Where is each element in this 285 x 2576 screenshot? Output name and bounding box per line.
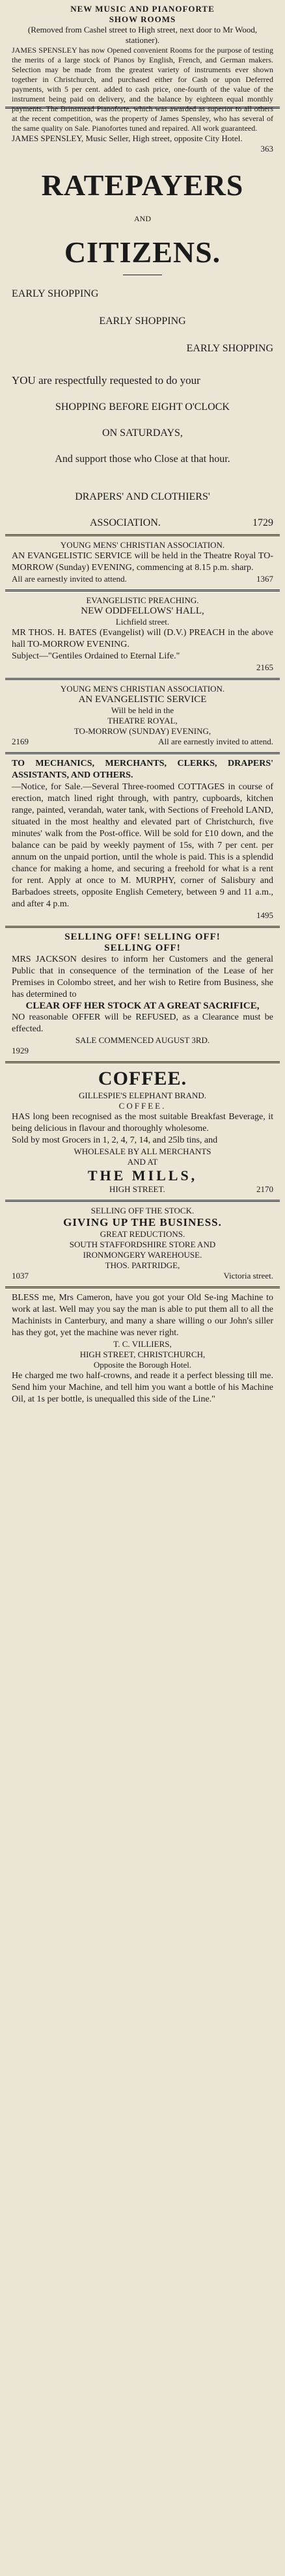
owner-name: THOS. PARTRIDGE, <box>105 1260 180 1270</box>
early-shopping-1: EARLY SHOPPING <box>12 288 99 299</box>
mills-street: HIGH STREET. <box>109 1184 165 1194</box>
evening-line: TO-MORROW (SUNDAY) EVENING, <box>74 726 211 736</box>
preaching-body: MR THOS. H. BATES (Evangelist) will (D.V.) PREACH in the above hall TO-MORROW EVENING. <box>12 628 273 649</box>
coffee-body: HAS long been recognised as the most suitable Breakfast Beverage, it being delicious in flavour and thoroughly wholesome. <box>12 1112 273 1133</box>
music-subtitle: SHOW ROOMS <box>109 14 176 24</box>
stafford-heading: SELLING OFF THE STOCK. <box>90 1206 195 1215</box>
ratepayers-heading: RATEPAYERS <box>41 169 244 202</box>
preaching-title: EVANGELISTIC PREACHING. <box>86 595 199 605</box>
villiers-address: HIGH STREET, CHRISTCHURCH, <box>79 1349 206 1359</box>
service-line: AN EVANGELISTIC SERVICE <box>78 694 207 705</box>
villiers-opposite: Opposite the Borough Hotel. <box>93 1360 192 1370</box>
advert-number: 2170 <box>256 1184 273 1194</box>
coffee-sold: Sold by most Grocers in 1, 2, 4, 7, 14, and 25lb tins, and <box>12 1135 218 1145</box>
citizens-heading: CITIZENS. <box>64 236 221 269</box>
selling-body: MRS JACKSON desires to inform her Customers and the general Public that in consequence of the termination of the Lease of her Premises in Colombo street, and her wish to Retire from Business, she has determined to <box>12 955 273 999</box>
held-line: Will be held in the <box>111 705 174 715</box>
coffee-heading: COFFEE. <box>98 1068 187 1089</box>
coffee-brand: GILLESPIE'S ELEPHANT BRAND. <box>78 1091 207 1100</box>
selling-off-advert <box>5 928 280 1063</box>
ymca-body: AN EVANGELISTIC SERVICE will be held in the Theatre Royal TO-MORROW (Sunday) EVENING, commencing at 8.15 p.m. sharp. <box>12 551 273 573</box>
music-signature: JAMES SPENSLEY, Music Seller, High street, opposite City Hotel. <box>12 133 243 143</box>
machine-body-2: He charged me two half-crowns, and reade it a perfect blessing till me. Send him your Machine, and tell him you want a bottle of his Machine Oil, at 1s per bottle, is unequalled this side of the Line." <box>12 1371 273 1404</box>
stafford-row <box>12 1271 273 1281</box>
shopping-before-line: SHOPPING BEFORE EIGHT O'CLOCK <box>55 401 230 413</box>
association-word: ASSOCIATION. <box>90 517 161 528</box>
preaching-advert <box>5 591 280 680</box>
advert-number: 1929 <box>12 1046 29 1055</box>
mills-heading: THE MILLS, <box>87 1167 198 1184</box>
hall-name: NEW ODDFELLOWS' HALL, <box>81 606 204 616</box>
stafford-advert <box>5 1202 280 1288</box>
invite-text: All are earnestly invited to attend. <box>12 574 127 584</box>
and-at-line: AND AT <box>127 1157 158 1167</box>
advert-column <box>5 0 280 1411</box>
warehouse-name: IRONMONGERY WAREHOUSE. <box>83 1250 202 1260</box>
advert-number: 363 <box>260 144 273 154</box>
ratepayers-advert <box>5 109 280 536</box>
association-row <box>12 517 273 529</box>
villiers-name: T. C. VILLIERS, <box>113 1339 172 1349</box>
ymca-invite-row <box>12 737 273 747</box>
clear-line: CLEAR OFF HER STOCK AT A GREAT SACRIFICE, <box>25 1001 260 1011</box>
stafford-street: Victoria street. <box>223 1271 273 1281</box>
coffee-subheading: COFFEE. <box>118 1101 167 1111</box>
advert-number: 1729 <box>252 517 273 528</box>
coffee-advert <box>5 1063 280 1202</box>
mills-row <box>12 1184 273 1195</box>
advert-number: 1495 <box>256 910 273 920</box>
invite-text: All are earnestly invited to attend. <box>158 737 273 746</box>
sale-line: SALE COMMENCED AUGUST 3RD. <box>75 1035 210 1045</box>
advert-number: 2169 <box>12 737 29 746</box>
ymca-invite-row <box>12 574 273 584</box>
ymca-title: YOUNG MEN'S CHRISTIAN ASSOCIATION. <box>60 684 225 694</box>
wholesale-line: WHOLESALE BY ALL MERCHANTS <box>74 1146 211 1156</box>
ymca-title: YOUNG MENS' CHRISTIAN ASSOCIATION. <box>60 540 225 550</box>
giving-up-heading: GIVING UP THE BUSINESS. <box>63 1216 222 1228</box>
hall-street: Lichfield street. <box>115 617 170 627</box>
music-body: JAMES SPENSLEY has now Opened convenient Rooms for the purpose of testing the merits of a large stock of Pianos by English, French, and German makers. Selection may be made from the greatest variety of instruments ever shown together in Christchurch, and purchased either for Cash or upon Deferred payments, with 5 per cent. added to cash price, one-fourth of the value of the instrument being paid on delivery, and the balance by eighteen equal monthly payments. The Brinsmead Pianoforte, which was awarded as superior to all others at the recent competition, was the property of James Spensley, who has several of the same quality on Sale. Pianofortes tuned and repaired. All work guaranteed. <box>12 46 273 133</box>
cottages-heading: TO MECHANICS, MERCHANTS, CLERKS, DRAPERS' ASSISTANTS, AND OTHERS. <box>12 759 273 780</box>
selling-heading-2: SELLING OFF! <box>104 943 181 953</box>
and-word: AND <box>134 214 151 223</box>
theatre-line: THEATRE ROYAL, <box>107 716 178 725</box>
music-advert <box>5 0 280 154</box>
music-title: NEW MUSIC AND PIANOFORTE <box>70 4 215 14</box>
advert-number: 1037 <box>12 1271 29 1281</box>
sewing-machine-advert <box>5 1288 280 1411</box>
early-shopping-3: EARLY SHOPPING <box>186 343 273 354</box>
request-line: YOU are respectfully requested to do your <box>12 374 200 386</box>
saturdays-line: ON SATURDAYS, <box>102 427 183 439</box>
advert-number: 1367 <box>256 574 273 584</box>
music-note: (Removed from Cashel street to High street, next door to Mr Wood, stationer). <box>27 25 258 45</box>
ymca-advert <box>5 536 280 591</box>
cottages-advert <box>5 754 280 928</box>
preaching-subject: Subject—"Gentiles Ordained to Eternal Life." <box>12 651 180 661</box>
early-shopping-2: EARLY SHOPPING <box>99 316 186 327</box>
ymca-advert-2 <box>5 680 280 754</box>
machine-body: BLESS me, Mrs Cameron, have you got your Old Se-ing Machine to work at last. Well may you say the man is able to put them all to all the Machinists in Canterbury, and many a share willing o our John's siller has they got, yet the machine was never right. <box>12 1293 273 1338</box>
reductions-line: GREAT REDUCTIONS. <box>100 1229 185 1239</box>
offer-line: NO reasonable OFFER will be REFUSED, as a Clearance must be effected. <box>12 1012 273 1034</box>
store-name: SOUTH STAFFORDSHIRE STORE AND <box>69 1240 216 1249</box>
selling-heading: SELLING OFF! SELLING OFF! <box>64 932 221 942</box>
cottages-body: —Notice, for Sale.—Several Three-roomed COTTAGES in course of erection, match lined right through, with pantry, cupboards, kitchen range, painted, verandah, water tank, with Sections of Freehold LAND, situated in the most healthy and elevated part of Christchurch, five minutes' walk from the Post-office. Will be sold for £10 down, and the balance can be paid by weekly payment of 15s, with 7 per cent. per annum on the unpaid portion, until the whole is paid. This is a splendid chance for making a home, and securing a freehold for what is a rent for rent. Apply at once to M. MURPHY, corner of Salisbury and Barbadoes streets, opposite English Cemetery, between 9 and 11 a.m., and after 4 p.m. <box>12 782 273 909</box>
advert-number: 2165 <box>256 662 273 672</box>
association-name: DRAPERS' AND CLOTHIERS' <box>75 491 210 502</box>
support-line: And support those who Close at that hour. <box>55 454 230 465</box>
